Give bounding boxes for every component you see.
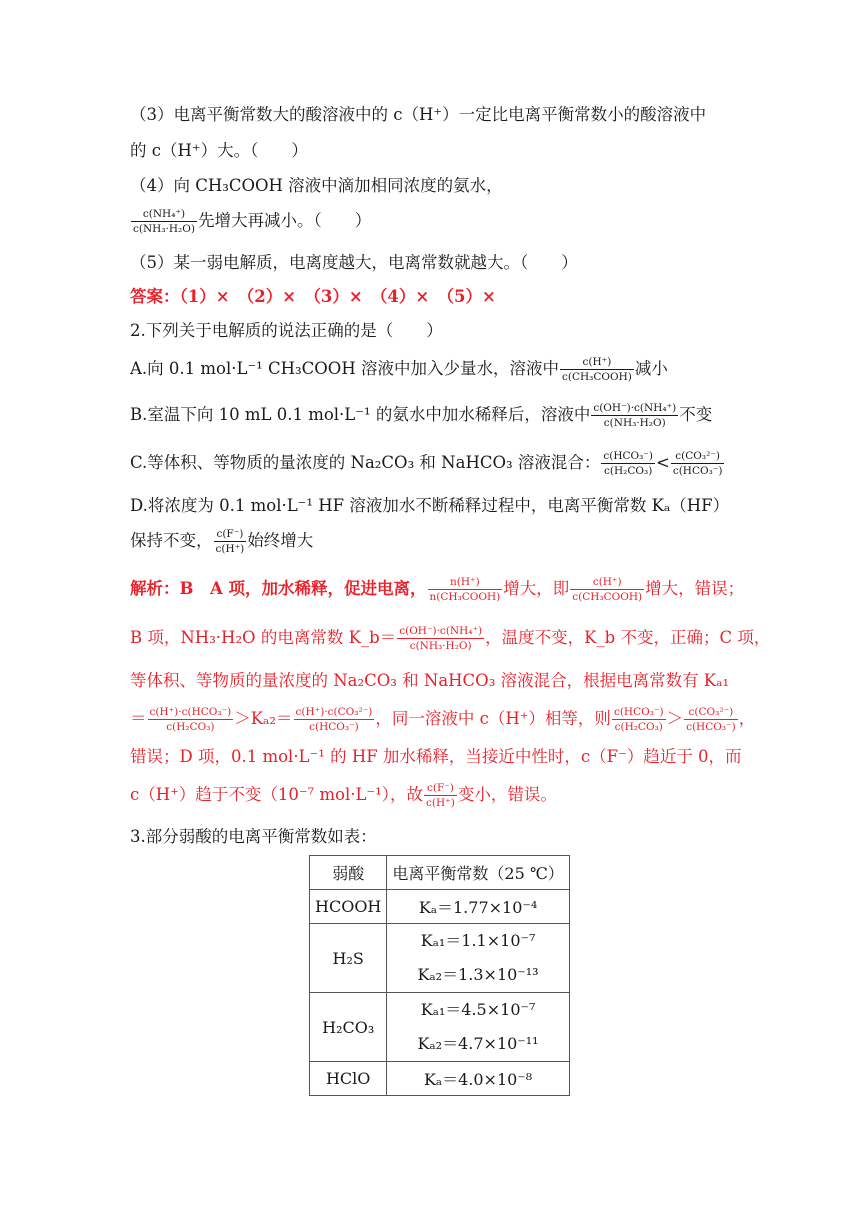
table-row <box>310 1062 570 1096</box>
q1-item4-line2: $\frac{\text{c(NH₄⁺)}}{\text{c(NH₃·H₂O)}}$ 先增大再减小。（ ） <box>133 208 372 235</box>
acid-name: H₂S <box>310 924 387 993</box>
fraction: $\frac{c(F^-)}{c(H^+)}$ <box>215 528 245 555</box>
fraction: $\frac{c(H^+)}{\text{c(CH₃COOH)}}$ <box>561 356 632 383</box>
fraction: $\frac{\text{c(OH⁻)·c(NH₄⁺)}}{\text{c(NH₃·H₂O)}}$ <box>593 402 677 429</box>
q2-option-a: A.向 0.1 mol·L⁻¹ CH₃COOH 溶液中加入少量水，溶液中 $\frac{c(H^+)}{\text{c(CH₃COOH)}}$ 减小 <box>130 356 668 383</box>
answer-text: （1）× （2）× （3）× （4）× （5）× <box>179 287 496 306</box>
fraction: $\frac{\text{c(H⁺)·c(CO₃²⁻)}}{\text{c(HCO₃⁻)}}$ <box>295 706 373 733</box>
fraction: $\frac{\text{c(OH⁻)·c(NH₄⁺)}}{\text{c(NH₃·H₂O)}}$ <box>399 625 483 652</box>
fraction: $\frac{\text{c(CO₃²⁻)}}{\text{c(HCO₃⁻)}}$ <box>672 450 723 477</box>
ionization-constant-table <box>309 855 570 1096</box>
analysis-line3: 等体积、等物质的量浓度的 Na₂CO₃ 和 NaHCO₃ 溶液混合，根据电离常数有 Kₐ₁ <box>130 671 730 690</box>
constant-value: Kₐ＝1.77×10⁻⁴ <box>387 890 569 924</box>
constant-value: Kₐ＝4.0×10⁻⁸ <box>387 1062 569 1096</box>
table-header: 电离平衡常数（25 ℃） <box>387 856 569 890</box>
analysis-line6: c（H⁺）趋于不变（10⁻⁷ mol·L⁻¹），故 $\frac{c(F^-)}{c(H^+)}$ 变小，错误。 <box>130 782 557 809</box>
analysis-line4: ＝ $\frac{\text{c(H⁺)·c(HCO₃⁻)}}{\text{c(H₂CO₃)}}$ ＞Kₐ₂＝ $\frac{\text{c(H⁺)·c(CO₃²⁻)}}{\text{c(HCO₃⁻)}}$ ，同一溶液中 c（H⁺）相等，则 $\frac{\text{c(HCO₃⁻)}}{\text{c(H₂CO₃)}}$ ＞ $\frac{\text{c(CO₃²⁻)}}{\text{c(HCO₃⁻)}}$ ， <box>130 706 756 733</box>
fraction: $\frac{\text{c(HCO₃⁻)}}{\text{c(H₂CO₃)}}$ <box>603 450 653 477</box>
answer-label: 答案： <box>130 287 180 306</box>
q2-option-d-line2: 保持不变， $\frac{c(F^-)}{c(H^+)}$ 始终增大 <box>130 528 314 555</box>
q2-option-c: C.等体积、等物质的量浓度的 Na₂CO₃ 和 NaHCO₃ 溶液混合： $\frac{\text{c(HCO₃⁻)}}{\text{c(H₂CO₃)}}$ < $\frac{\text{c(CO₃²⁻)}}{\text{c(HCO₃⁻)}}$ <box>130 450 723 477</box>
table-row <box>310 890 570 924</box>
q2-option-d-line1: D.将浓度为 0.1 mol·L⁻¹ HF 溶液加水不断稀释过程中，电离平衡常数 Kₐ（HF） <box>130 496 730 515</box>
q2-option-b: B.室温下向 10 mL 0.1 mol·L⁻¹ 的氨水中加水稀释后，溶液中 $\frac{\text{c(OH⁻)·c(NH₄⁺)}}{\text{c(NH₃·H₂O)}}$ 不变 <box>130 402 713 429</box>
fraction: $\frac{\text{c(H⁺)·c(HCO₃⁻)}}{\text{c(H₂CO₃)}}$ <box>149 706 232 733</box>
fraction: $\frac{\text{c(HCO₃⁻)}}{\text{c(H₂CO₃)}}$ <box>613 706 664 733</box>
constant-value: Kₐ₁＝4.5×10⁻⁷ Kₐ₂＝4.7×10⁻¹¹ <box>387 993 569 1062</box>
q1-item4-line1: （4）向 CH₃COOH 溶液中滴加相同浓度的氨水， <box>130 176 503 195</box>
fraction: $\frac{\text{c(NH₄⁺)}}{\text{c(NH₃·H₂O)}}$ <box>133 208 195 235</box>
analysis-line2: B 项，NH₃·H₂O 的电离常数 K_b＝ $\frac{\text{c(OH⁻)·c(NH₄⁺)}}{\text{c(NH₃·H₂O)}}$ ，温度不变，K_b 不变，正确；C 项， <box>130 625 771 652</box>
acid-name: HClO <box>310 1062 387 1096</box>
fraction: $\frac{n(H^+)}{\text{n(CH₃COOH)}}$ <box>429 576 501 603</box>
constant-value: Kₐ₁＝1.1×10⁻⁷ Kₐ₂＝1.3×10⁻¹³ <box>387 924 569 993</box>
fraction: $\frac{c(H^+)}{\text{c(CH₃COOH)}}$ <box>572 576 643 603</box>
table-header: 弱酸 <box>310 856 387 890</box>
analysis-line1: 解析：B A 项，加水稀释，促进电离， $\frac{n(H^+)}{\text{n(CH₃COOH)}}$ 增大，即 $\frac{c(H^+)}{\text{c(CH₃COOH)}}$ 增大，错误； <box>130 576 745 603</box>
fraction: $\frac{\text{c(CO₃²⁻)}}{\text{c(HCO₃⁻)}}$ <box>686 706 736 733</box>
table-header-row <box>310 856 570 890</box>
q2-stem: 2.下列关于电解质的说法正确的是（ ） <box>130 321 443 340</box>
acid-name: HCOOH <box>310 890 387 924</box>
table-row <box>310 993 570 1062</box>
q1-answer <box>130 286 496 308</box>
q1-item3-line1: （3）电离平衡常数大的酸溶液中的 c（H⁺）一定比电离平衡常数小的酸溶液中 <box>130 105 707 124</box>
analysis-line5: 错误；D 项，0.1 mol·L⁻¹ 的 HF 加水稀释，当接近中性时，c（F⁻）趋近于 0，而 <box>130 747 742 766</box>
q1-item3-line2: 的 c（H⁺）大。（ ） <box>130 141 308 160</box>
fraction: $\frac{c(F^-)}{c(H^+)}$ <box>426 782 455 809</box>
table-row <box>310 924 570 993</box>
q3-stem: 3.部分弱酸的电离平衡常数如表： <box>130 827 377 846</box>
acid-name: H₂CO₃ <box>310 993 387 1062</box>
q1-item5: （5）某一弱电解质，电离度越大，电离常数就越大。（ ） <box>130 253 578 272</box>
